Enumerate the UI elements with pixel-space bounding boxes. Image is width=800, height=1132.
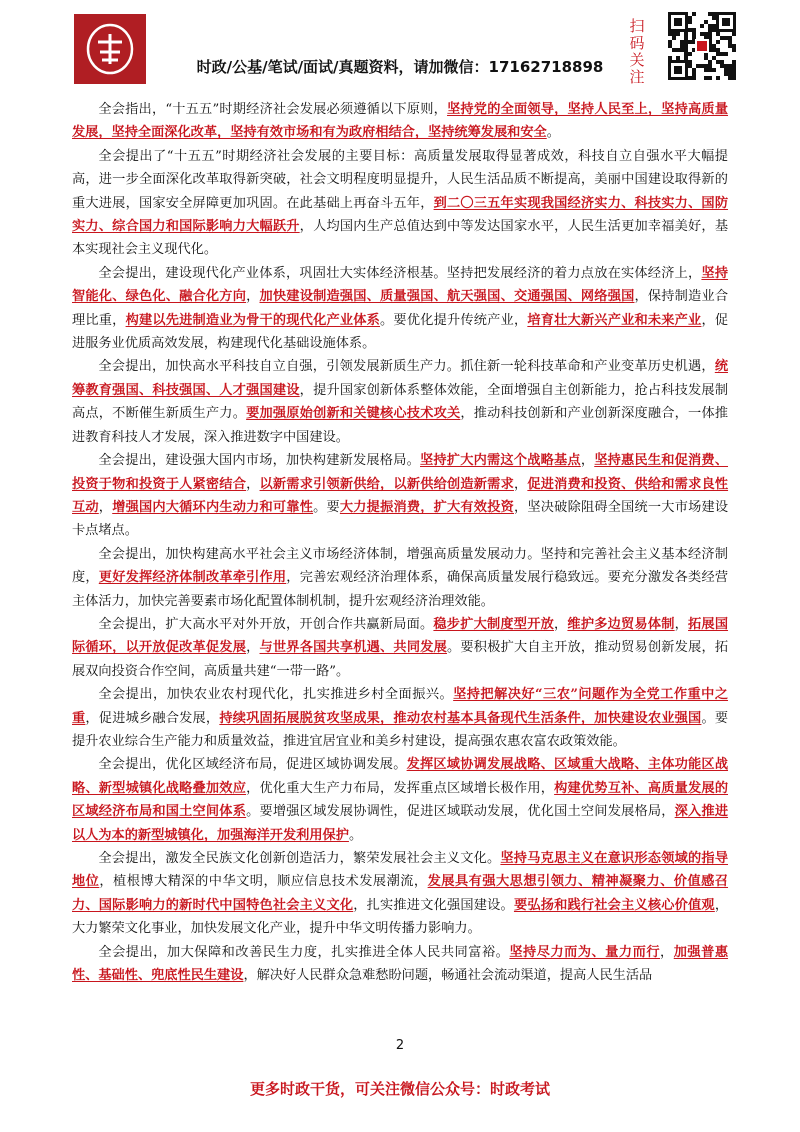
paragraph — [72, 753, 728, 847]
body-text: ， — [674, 616, 689, 632]
body-text: ， — [246, 289, 260, 305]
highlighted-text: 坚持智能化、绿色化、融合化方向 — [72, 265, 729, 305]
body-text: ，保持制造业合理比重， — [72, 289, 729, 328]
body-text: 全会提出，扩大高水平对外开放，开创合作共赢新局面。 — [98, 616, 434, 632]
body-text: 。要优化提升传统产业， — [380, 312, 528, 328]
highlighted-text: 维护多边贸易体制 — [567, 616, 675, 632]
paragraph — [72, 847, 728, 941]
document-body — [72, 98, 728, 987]
footer-promo: 更多时政干货，可关注微信公众号：时政考试 — [249, 1080, 550, 1098]
highlighted-text: 更好发挥经济体制改革牵引作用 — [98, 570, 287, 586]
body-text: 全会提出，加快高水平科技自立自强，引领发展新质生产力。抓住新一轮科技革命和产业变革历史机遇， — [98, 359, 715, 375]
highlighted-text: 构建以先进制造业为骨干的现代化产业体系 — [125, 312, 381, 328]
paragraph — [72, 941, 728, 988]
body-text: 全会提出，建设现代化产业体系，巩固壮大实体经济根基。坚持把发展经济的着力点放在实体经济上， — [98, 265, 702, 281]
highlighted-text: 构建优势互补、高质量发展的区域经济布局和国土空间体系 — [72, 780, 729, 820]
highlighted-text: 要加强原始创新和关键核心技术攻关 — [246, 406, 461, 422]
body-text: 全会提出，激发全民族文化创新创造活力，繁荣发展社会主义文化。 — [98, 851, 501, 866]
paragraph — [72, 449, 728, 543]
highlighted-text: 发挥区域协调发展战略、区域重大战略、主体功能区战略、新型城镇化战略叠加效应 — [72, 757, 729, 796]
body-text: 全会提出，加快农业农村现代化，扎实推进乡村全面振兴。 — [98, 687, 454, 703]
body-text: ，植根博大精深的中华文明，顺应信息技术发展潮流， — [99, 874, 428, 890]
body-text: 。要提升农业综合生产能力和质量效益，推进宜居宜业和美乡村建设，提高强农惠农富农政策效能。 — [72, 710, 729, 749]
highlighted-text: 培育壮大新兴产业和未来产业 — [527, 312, 702, 328]
scan-follow-label: 扫码关注 — [629, 17, 645, 86]
highlighted-text: 统筹教育强国、科技强国、人才强国建设 — [72, 359, 728, 398]
body-text: ，人均国内生产总值达到中等发达国家水平，人民生活更加幸福美好，基本实现社会主义现代化。 — [72, 219, 729, 258]
body-text: ， — [246, 476, 260, 492]
highlighted-text: 坚持党的全面领导，坚持人民至上，坚持高质量发展，坚持全面深化改革，坚持有效市场和有为政府相结合，坚持统筹发展和安全 — [72, 102, 729, 141]
qr-code[interactable] — [668, 12, 736, 80]
highlighted-text: 与世界各国共享机遇、共同发展 — [259, 640, 448, 656]
paragraph — [72, 543, 728, 613]
body-text: 全会提出，建设强大国内市场，加快构建新发展格局。 — [98, 453, 420, 469]
body-text: ， — [660, 944, 674, 960]
highlighted-text: 促进消费和投资、供给和需求良性互动 — [72, 476, 729, 515]
highlighted-text: 坚持惠民生和促消费、投资于物和投资于人紧密结合 — [72, 453, 729, 492]
body-text: 全会提出，加大保障和改善民生力度，扎实推进全体人民共同富裕。 — [98, 944, 510, 960]
highlighted-text: 到二〇三五年实现我国经济实力、科技实力、国防实力、综合国力和国际影响力大幅跃升 — [72, 195, 729, 235]
paragraph — [72, 355, 728, 449]
body-text: 全会提出，加快构建高水平社会主义市场经济体制，增强高质量发展动力。坚持和完善社会主义基本经济制度， — [72, 546, 728, 586]
body-text: ， — [98, 499, 113, 515]
body-text: ，解决好人民群众急难愁盼问题，畅通社会流动渠道，提高人民生活品 — [243, 968, 653, 984]
highlighted-text: 加快建设制造强国、质量强国、航天强国、交通强国、网络强国 — [259, 289, 635, 305]
paragraph — [72, 613, 728, 683]
body-text: 。要增强区域发展协调性，促进区域联动发展，优化国土空间发展格局， — [246, 804, 675, 820]
body-text: 。要 — [313, 499, 340, 515]
qr-code-icon — [668, 12, 736, 80]
highlighted-text: 坚持扩大内需这个战略基点 — [420, 453, 581, 469]
body-text: ，大力繁荣文化事业，加快发展文化产业，提升中华文明传播力影响力。 — [72, 897, 729, 937]
page-number: 2 — [395, 1038, 405, 1053]
body-text: 。 — [546, 125, 560, 141]
highlighted-text: 坚持把解决好“三农”问题作为全党工作重中之重 — [72, 687, 729, 726]
paragraph — [72, 145, 728, 262]
highlighted-text: 增强国内大循环内生动力和可靠性 — [112, 499, 314, 515]
page-header — [0, 0, 800, 92]
body-text: ，提升国家创新体系整体效能，全面增强自主创新能力，抢占科技发展制高点，不断催生新质生产力。 — [72, 382, 729, 422]
highlighted-text: 加强普惠性、基础性、兜底性民生建设 — [72, 944, 729, 984]
body-text: 全会提出，优化区域经济布局，促进区域协调发展。 — [98, 757, 407, 773]
body-text: ，促进城乡融合发展， — [85, 710, 220, 726]
body-text: ， — [513, 476, 528, 492]
body-text: ，促进服务业优质高效发展，构建现代化基础设施体系。 — [72, 312, 729, 352]
body-text: 。 — [348, 827, 363, 843]
body-text: 。要积极扩大自主开放，推动贸易创新发展，拓展双向投资合作空间，高质量共建“一带一路”。 — [72, 640, 729, 679]
highlighted-text: 要弘扬和践行社会主义核心价值观 — [513, 897, 715, 913]
body-text: ，坚决破除阻碍全国统一大市场建设卡点堵点。 — [72, 499, 729, 539]
body-text: ，扎实推进文化强国建设。 — [353, 897, 514, 913]
paragraph — [72, 683, 728, 753]
body-text: ， — [246, 640, 260, 656]
highlighted-text: 持续巩固拓展脱贫攻坚成果，推动农村基本具备现代生活条件，加快建设农业强国 — [219, 710, 702, 726]
paragraph — [72, 98, 728, 145]
body-text: ，完善宏观经济治理体系，确保高质量发展行稳致远。要充分激发各类经营主体活力，加快完善要素市场化配置体制机制，提升宏观经济治理效能。 — [72, 570, 729, 609]
highlighted-text: 稳步扩大制度型开放 — [433, 616, 555, 632]
highlighted-text: 坚持尽力而为、量力而行 — [509, 944, 661, 960]
body-text: ，优化重大生产力布局，发挥重点区域增长极作用， — [246, 780, 555, 796]
highlighted-text: 拓展国际循环，以开放促改革促发展 — [72, 616, 729, 656]
body-text: ，推动科技创新和产业创新深度融合，一体推进教育科技人才发展，深入推进数字中国建设。 — [72, 406, 729, 445]
body-text: 全会提出了“十五五”时期经济社会发展的主要目标：高质量发展取得显著成效，科技自立自强水平大幅提高，进一步全面深化改革取得新突破，社会文明程度明显提升，人民生活品质不断提高，美丽中国建设取得新的重大进展，国家安全屏障更加巩固。在此基础上再奋斗五年， — [72, 148, 728, 211]
highlighted-text: 深入推进以人为本的新型城镇化，加强海洋开发利用保护 — [72, 804, 729, 843]
body-text: 全会指出，“十五五”时期经济社会发展必须遵循以下原则， — [98, 102, 448, 117]
paragraph — [72, 262, 728, 356]
body-text: ， — [580, 453, 595, 469]
body-text: ， — [554, 616, 568, 632]
highlighted-text: 大力提振消费，扩大有效投资 — [339, 499, 514, 515]
highlighted-text: 以新需求引领新供给，以新供给创造新需求 — [259, 476, 514, 492]
highlighted-text: 发展具有强大思想引领力、精神凝聚力、价值感召力、国际影响力的新时代中国特色社会主义文化 — [72, 874, 729, 913]
header-contact-text: 时政/公基/笔试/面试/真题资料，请加微信：17162718898 — [196, 58, 604, 76]
highlighted-text: 坚持马克思主义在意识形态领域的指导地位 — [72, 851, 729, 890]
